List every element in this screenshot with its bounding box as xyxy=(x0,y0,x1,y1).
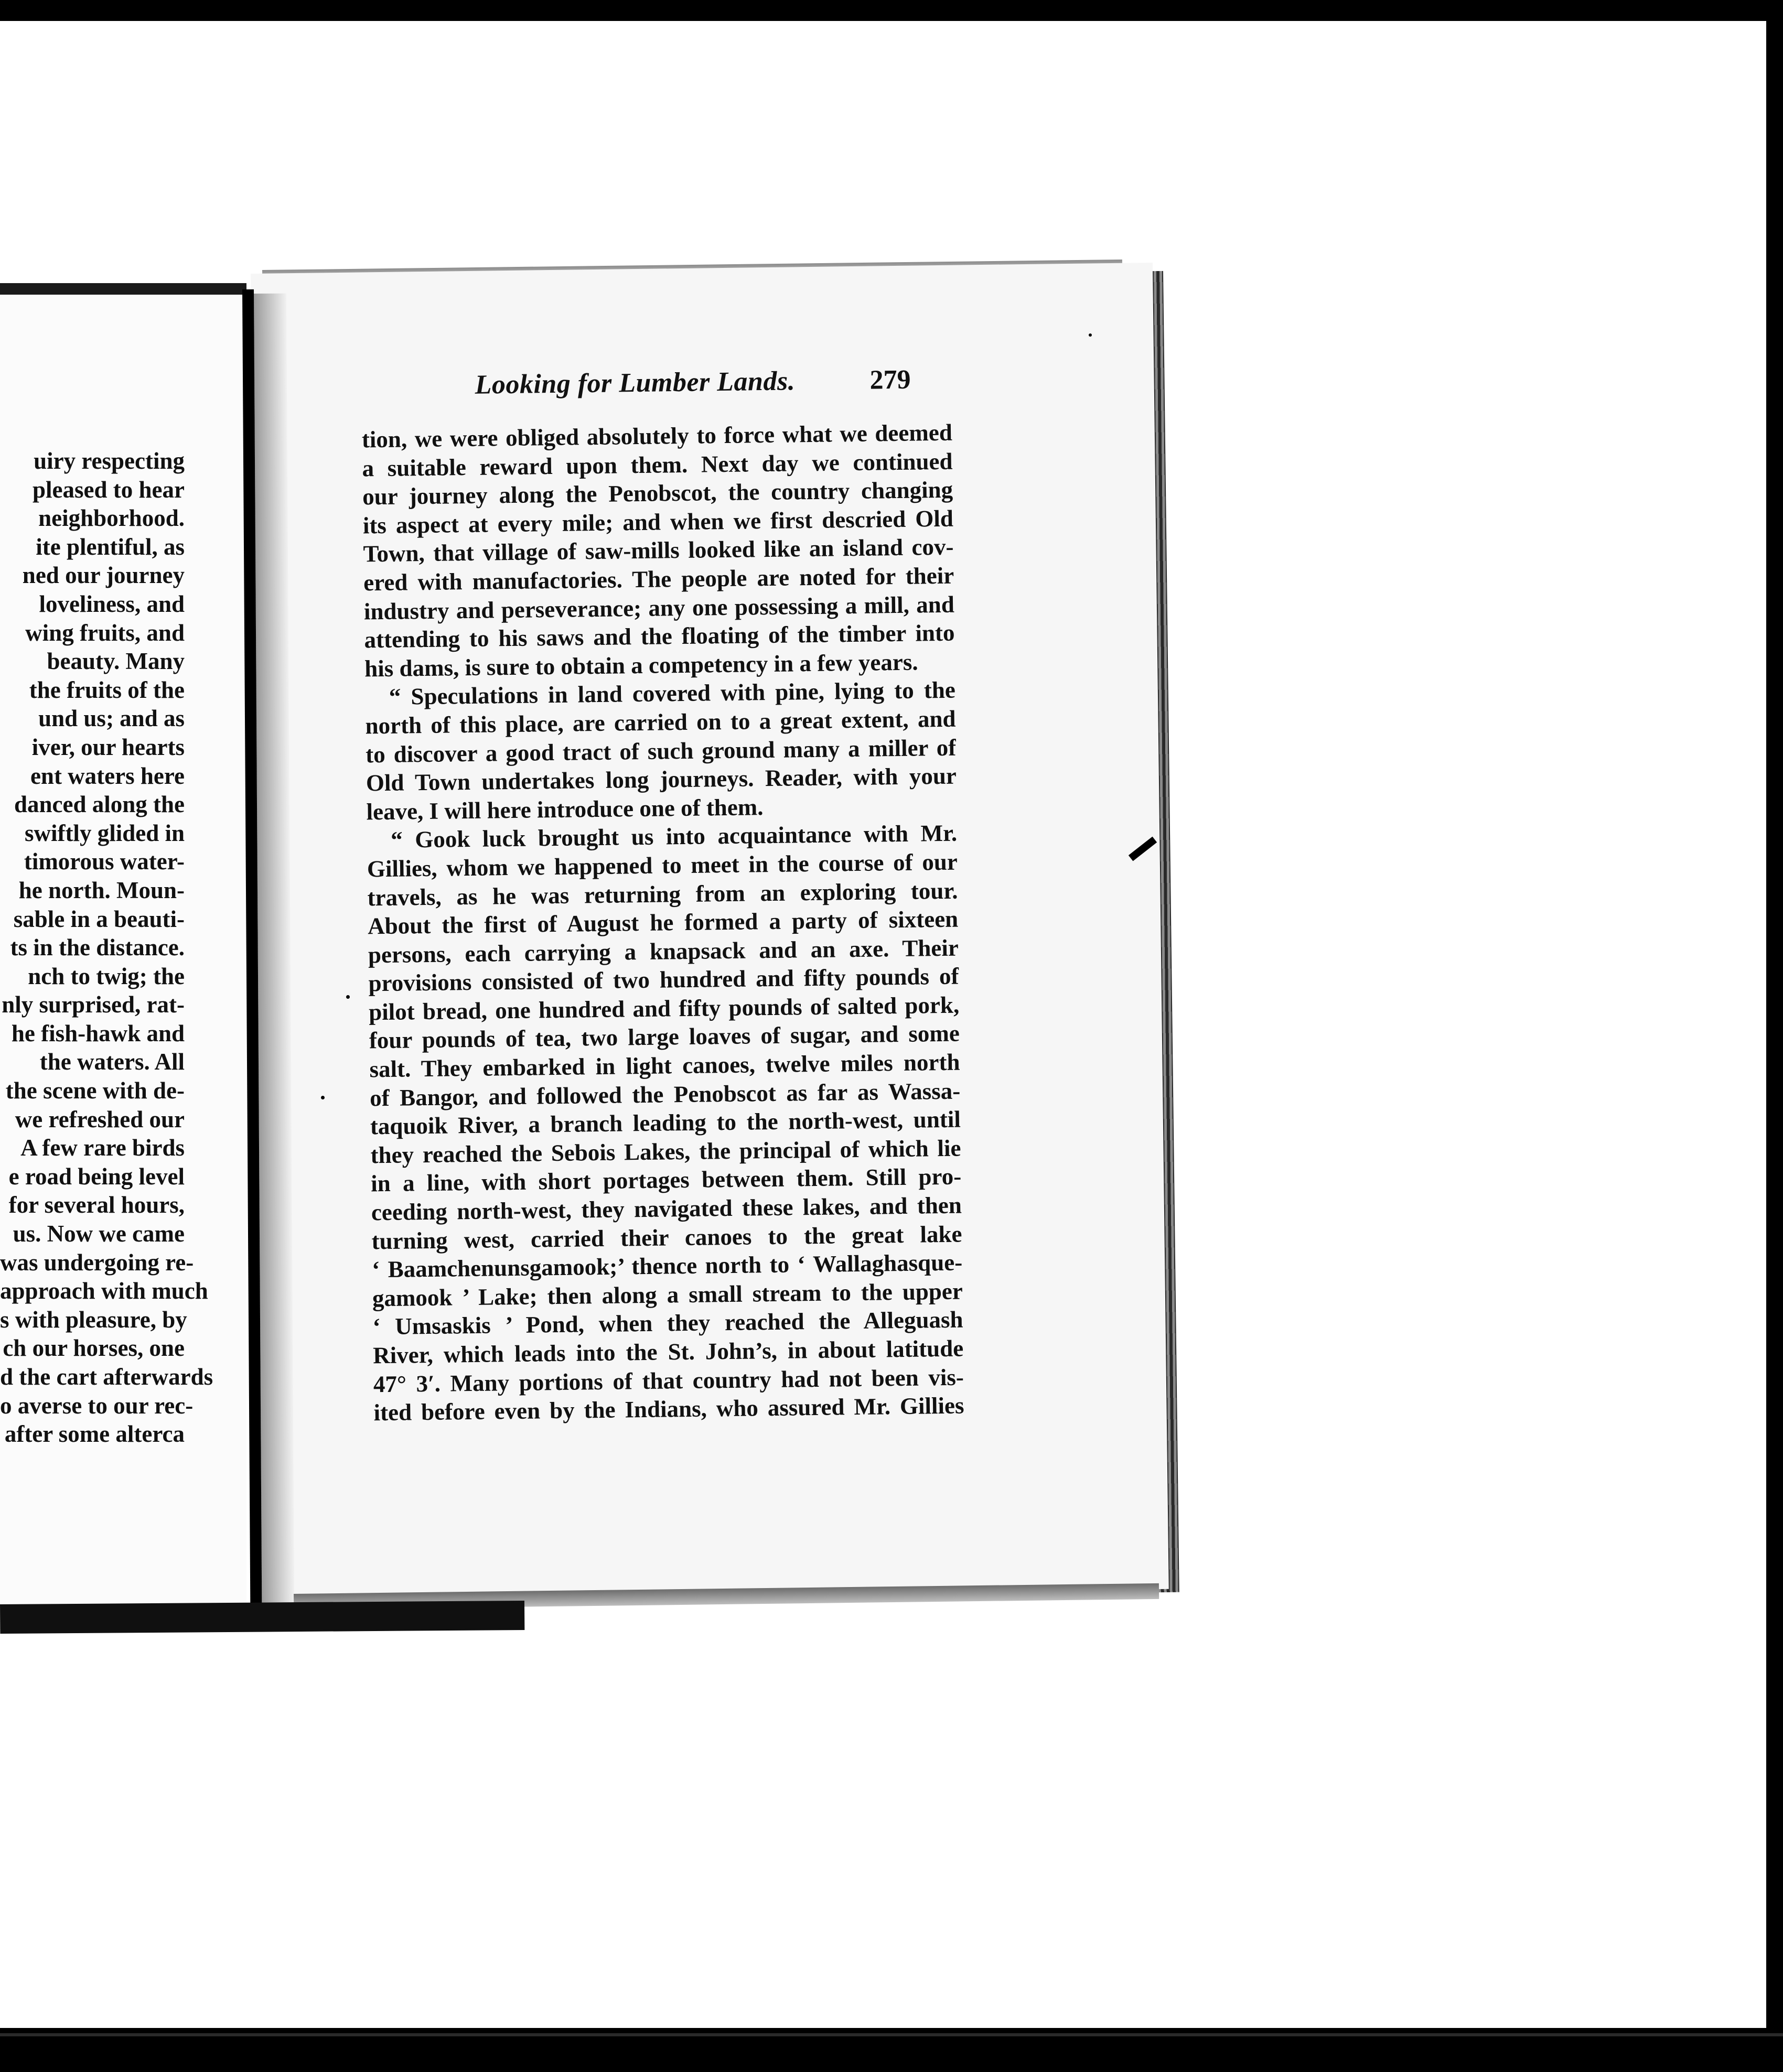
right-text-line: persons, each carrying a knapsack and an axe. Their xyxy=(368,934,959,968)
right-text-line: to discover a good tract of such ground many a miller of xyxy=(365,734,957,768)
scan-border-top xyxy=(0,0,1783,21)
left-text-line: beauty. Many xyxy=(47,648,185,675)
left-text-line: s with pleasure, by xyxy=(0,1306,187,1333)
right-text-line: travels, as he was returning from an exploring tour. xyxy=(367,877,958,911)
left-text-line: the fruits of the xyxy=(29,676,185,703)
right-text-line: Town, that village of saw-mills looked like an island cov- xyxy=(363,534,954,567)
right-text-line: provisions consisted of two hundred and fifty pounds of xyxy=(368,963,959,997)
left-text-line: nly surprised, rat- xyxy=(2,991,185,1018)
left-page-text xyxy=(0,447,246,1449)
right-text-line: of Bangor, and followed the Penobscot as far as Wassa- xyxy=(369,1077,961,1111)
left-text-line: pleased to hear xyxy=(33,476,185,503)
left-text-line: uiry respecting xyxy=(34,448,185,474)
left-text-line: A few rare birds xyxy=(20,1135,185,1161)
left-text-line: loveliness, and xyxy=(39,590,185,617)
left-text-line: we refreshed our xyxy=(15,1106,185,1132)
right-text-line: they reached the Sebois Lakes, the principal of which lie xyxy=(370,1135,961,1169)
right-text-line: ceeding north-west, they navigated these lakes, and then xyxy=(371,1192,962,1226)
right-text-line: ited before even by the Indians, who assured Mr. Gillies xyxy=(373,1392,964,1426)
left-page-top-edge xyxy=(0,283,246,295)
right-text-line: north of this place, are carried on to a great extent, and xyxy=(365,705,956,739)
right-text-line: Old Town undertakes long journeys. Reader, with your xyxy=(366,762,957,796)
right-text-line: ‘ Umsaskis ’ Pond, when they reached the Alleguash xyxy=(372,1306,963,1340)
left-text-line: ch our horses, one xyxy=(3,1335,185,1362)
left-text-line: was undergoing re- xyxy=(0,1249,194,1276)
right-page xyxy=(251,263,1169,1600)
left-text-line: iver, our hearts xyxy=(31,733,185,760)
right-text-line: pilot bread, one hundred and fifty pounds of salted pork, xyxy=(368,991,960,1026)
dust-speck xyxy=(346,995,350,999)
left-text-line: e road being level xyxy=(8,1163,185,1190)
left-text-line: ned our journey xyxy=(22,562,185,589)
right-text-line: About the first of August he formed a party of sixteen xyxy=(367,905,959,940)
left-text-line: ite plentiful, as xyxy=(36,533,185,560)
left-text-line: the scene with de- xyxy=(5,1077,185,1104)
running-head: Looking for Lumber Lands. xyxy=(475,366,796,400)
right-text-line: River, which leads into the St. John’s, in about latitude xyxy=(372,1335,964,1369)
left-text-line: sable in a beauti- xyxy=(13,905,185,932)
left-text-line: neighborhood. xyxy=(38,505,185,532)
right-text-line: “ Speculations in land covered with pine, lying to the xyxy=(389,676,956,710)
binding-bottom-edge xyxy=(0,1601,524,1634)
dust-speck xyxy=(321,1096,325,1099)
dust-speck xyxy=(1089,333,1092,337)
left-text-line: timorous water- xyxy=(24,848,185,875)
right-text-line: industry and perseverance; any one possessing a mill, and xyxy=(363,591,955,624)
left-text-line: wing fruits, and xyxy=(25,619,185,646)
right-text-line: taquoik River, a branch leading to the north-west, until xyxy=(370,1106,961,1140)
left-text-line: o averse to our rec- xyxy=(0,1392,194,1419)
right-page-text xyxy=(362,418,964,1427)
right-text-line: our journey along the Penobscot, the country changing xyxy=(362,476,953,510)
left-text-line: und us; and as xyxy=(38,705,185,732)
right-text-line: four pounds of tea, two large loaves of sugar, and some xyxy=(369,1020,960,1054)
right-text-line: Gillies, whom we happened to meet in the course of our xyxy=(367,848,958,882)
scan-border-right xyxy=(1766,0,1783,2072)
right-text-line: ‘ Baamchenunsgamook;’ thence north to ‘ Wallaghasque- xyxy=(371,1249,963,1283)
right-text-line: a suitable reward upon them. Next day we continued xyxy=(362,448,953,482)
right-text-line: 47° 3′. Many portions of that country had not been vis- xyxy=(373,1364,964,1397)
right-text-line: his dams, is sure to obtain a competency in a few years. xyxy=(364,649,918,682)
right-text-line: ered with manufactories. The people are noted for their xyxy=(363,562,954,596)
left-text-line: us. Now we came xyxy=(13,1221,185,1247)
right-text-line: turning west, carried their canoes to the great lake xyxy=(371,1221,962,1254)
right-text-line: leave, I will here introduce one of them. xyxy=(366,793,764,825)
right-text-line: salt. They embarked in light canoes, twelve miles north xyxy=(369,1049,960,1083)
left-text-line: after some alterca xyxy=(4,1421,185,1448)
left-text-line: approach with much xyxy=(0,1278,208,1304)
page-number: 279 xyxy=(869,364,911,395)
left-text-line: he north. Moun- xyxy=(18,877,185,903)
left-text-line: he fish-hawk and xyxy=(11,1020,185,1046)
scan-border-streak xyxy=(0,2033,1783,2036)
left-text-line: swiftly glided in xyxy=(24,819,185,846)
right-text-line: in a line, with short portages between them. Still pro- xyxy=(370,1163,962,1197)
right-text-line: attending to his saws and the floating of the timber into xyxy=(364,619,955,653)
left-text-line: the waters. All xyxy=(39,1049,185,1075)
right-text-line: tion, we were obliged absolutely to force what we deemed xyxy=(361,419,953,453)
left-text-line: nch to twig; the xyxy=(28,963,185,989)
right-text-line: “ Gook luck brought us into acquaintance with Mr. xyxy=(390,819,958,854)
left-text-line: ent waters here xyxy=(30,762,185,789)
left-text-line: danced along the xyxy=(14,791,185,818)
right-text-line: gamook ’ Lake; then along a small stream to the upper xyxy=(372,1278,963,1312)
left-text-line: for several hours, xyxy=(8,1192,185,1218)
left-text-line: ts in the distance. xyxy=(10,934,185,961)
left-text-line: d the cart afterwards xyxy=(0,1364,213,1390)
right-text-line: its aspect at every mile; and when we first descried Old xyxy=(362,505,954,539)
